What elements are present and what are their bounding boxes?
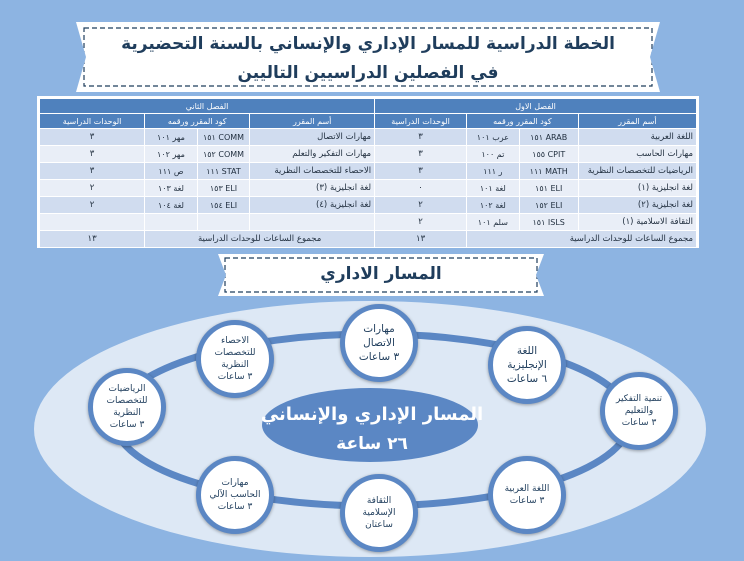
cell-s1-name: لغة انجليزية (١) <box>578 180 696 197</box>
node-english-language: اللغة الإنجليزية ٦ ساعات <box>488 326 566 404</box>
total-units-s2: ١٣ <box>40 231 145 248</box>
cell-s2-code: ELI ١٥٣ <box>197 180 250 197</box>
total-label-s2: مجموع الساعات للوحدات الدراسية <box>145 231 375 248</box>
cell-s1-units: ٢ <box>375 197 467 214</box>
node-thinking-development: تنمية التفكير والتعليم ٣ ساعات <box>600 372 678 450</box>
cell-s1-code: MATH ١١١ <box>519 163 578 180</box>
total-label-s1: مجموع الساعات للوحدات الدراسية <box>467 231 697 248</box>
cell-s1-units: ٢ <box>375 214 467 231</box>
cell-s2-code-ar: مهر ١٠١ <box>145 129 198 146</box>
cell-s1-code: CPIT ١٥٥ <box>519 146 578 163</box>
track-diagram <box>0 296 744 561</box>
cell-s1-code-ar: لغة ١٠٢ <box>467 197 520 214</box>
cell-s2-code: STAT ١١١ <box>197 163 250 180</box>
table-row <box>40 180 697 197</box>
cell-s1-code-ar: عرب ١٠١ <box>467 129 520 146</box>
cell-s1-name: الرياضيات للتخصصات النظرية <box>578 163 696 180</box>
cell-s1-name: اللغة العربية <box>578 129 696 146</box>
table-row <box>40 146 697 163</box>
cell-s1-code-ar: تم ١٠٠ <box>467 146 520 163</box>
node-statistics: الاحصاء للتخصصات النظرية ٣ ساعات <box>196 320 274 398</box>
cell-s2-units <box>40 214 145 231</box>
cell-s2-name: مهارات الاتصال <box>250 129 375 146</box>
cell-s2-code-ar <box>145 214 198 231</box>
semester-header-row <box>40 99 697 114</box>
cell-s1-name: مهارات الحاسب <box>578 146 696 163</box>
col-header-course-name-s2: أسم المقرر <box>250 114 375 129</box>
cell-s2-name: الاحصاء للتخصصات النظرية <box>250 163 375 180</box>
cell-s2-name: لغة انجليزية (٣) <box>250 180 375 197</box>
cell-s2-code-ar: مهر ١٠٢ <box>145 146 198 163</box>
cell-s2-code: ELI ١٥٤ <box>197 197 250 214</box>
cell-s1-code: ELI ١٥٢ <box>519 197 578 214</box>
table-row <box>40 163 697 180</box>
semester-1-label: الفصل الاول <box>375 99 697 114</box>
cell-s2-units: ٢ <box>40 180 145 197</box>
cell-s1-name: لغة انجليزية (٢) <box>578 197 696 214</box>
cell-s1-code-ar: سلم ١٠١ <box>467 214 520 231</box>
title-banner <box>76 22 660 92</box>
node-communication-skills: مهارات الاتصال ٣ ساعات <box>340 304 418 382</box>
cell-s1-code: ELI ١٥١ <box>519 180 578 197</box>
node-mathematics: الرياضيات للتخصصات النظرية ٣ ساعات <box>88 368 166 446</box>
col-header-units-s2: الوحدات الدراسية <box>40 114 145 129</box>
cell-s1-units: ٣ <box>375 163 467 180</box>
title-line-2: في الفصلين الدراسيين التاليين <box>237 63 499 83</box>
total-units-s1: ١٣ <box>375 231 467 248</box>
cell-s1-code: ISLS ١٥١ <box>519 214 578 231</box>
cell-s2-units: ٢ <box>40 197 145 214</box>
col-header-course-name-s1: أسم المقرر <box>578 114 696 129</box>
cell-s1-name: الثقافة الاسلامية (١) <box>578 214 696 231</box>
center-hours: ٢٦ ساعة <box>336 434 408 454</box>
cell-s1-code-ar: ر ١١١ <box>467 163 520 180</box>
cell-s2-units: ٣ <box>40 163 145 180</box>
cell-s2-code <box>197 214 250 231</box>
track-banner <box>218 254 544 296</box>
cell-s1-units: ٠ <box>375 180 467 197</box>
title-line-1: الخطة الدراسية للمسار الإداري والإنساني بالسنة التحضيرية <box>121 34 615 54</box>
node-islamic-culture: الثقافة الإسلامية ساعتان <box>340 474 418 552</box>
node-arabic-language: اللغة العربية ٣ ساعات <box>488 456 566 534</box>
cell-s2-name <box>250 214 375 231</box>
cell-s2-units: ٣ <box>40 146 145 163</box>
cell-s2-code-ar: ص ١١١ <box>145 163 198 180</box>
cell-s2-code: COMM ١٥١ <box>197 129 250 146</box>
table-row <box>40 214 697 231</box>
cell-s1-units: ٣ <box>375 129 467 146</box>
table-row <box>40 197 697 214</box>
cell-s2-code-ar: لغة ١٠٤ <box>145 197 198 214</box>
node-computer-skills: مهارات الحاسب الآلي ٣ ساعات <box>196 456 274 534</box>
col-header-units-s1: الوحدات الدراسية <box>375 114 467 129</box>
cell-s2-name: لغة انجليزية (٤) <box>250 197 375 214</box>
cell-s2-units: ٣ <box>40 129 145 146</box>
cell-s2-code: COMM ١٥٢ <box>197 146 250 163</box>
col-header-course-code-s2: كود المقرر ورقمه <box>145 114 250 129</box>
column-header-row <box>40 114 697 129</box>
table-row <box>40 129 697 146</box>
cell-s1-units: ٣ <box>375 146 467 163</box>
cell-s2-name: مهارات التفكير والتعلم <box>250 146 375 163</box>
center-title: المسار الإداري والإنساني <box>260 404 484 425</box>
col-header-course-code-s1: كود المقرر ورقمه <box>467 114 579 129</box>
totals-row <box>40 231 697 248</box>
cell-s1-code: ARAB ١٥١ <box>519 129 578 146</box>
track-title: المسار الاداري <box>320 264 442 284</box>
semester-2-label: الفصل الثاني <box>40 99 375 114</box>
cell-s1-code-ar: لغة ١٠١ <box>467 180 520 197</box>
study-plan-table <box>39 98 697 248</box>
cell-s2-code-ar: لغة ١٠٣ <box>145 180 198 197</box>
study-plan-table-container <box>37 96 699 248</box>
